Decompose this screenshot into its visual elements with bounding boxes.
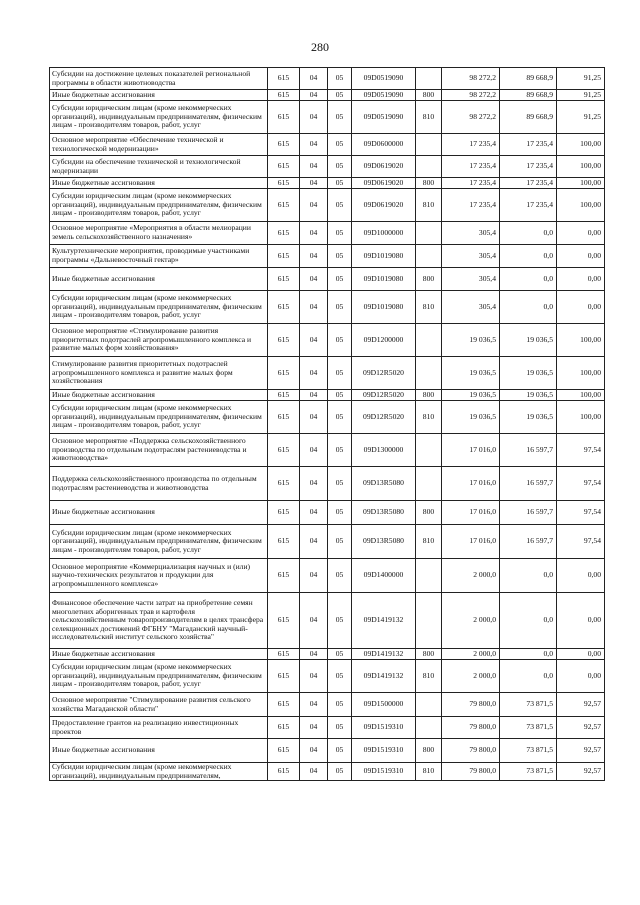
cell-ved: 615 — [268, 593, 300, 649]
cell-name: Поддержка сельскохозяйственного производства по отдельным подотраслям растениеводства и животноводства — [50, 467, 268, 501]
cell-name: Основное мероприятие «Мероприятия в области мелиорации земель сельскохозяйственного назначения» — [50, 222, 268, 245]
table-row — [50, 559, 605, 593]
cell-vr: 800 — [416, 90, 442, 101]
cell-ved: 615 — [268, 357, 300, 390]
cell-rz: 04 — [300, 467, 328, 501]
cell-fact: 16 597,7 — [500, 501, 557, 525]
cell-rz: 04 — [300, 434, 328, 467]
cell-name: Субсидии на достижение целевых показателей региональной программы в области животноводства — [50, 68, 268, 90]
cell-vr: 810 — [416, 291, 442, 324]
cell-vr — [416, 134, 442, 156]
cell-fact: 0,0 — [500, 268, 557, 291]
cell-plan: 17 016,0 — [442, 501, 500, 525]
cell-plan: 19 036,5 — [442, 357, 500, 390]
table-row — [50, 649, 605, 660]
cell-csr: 09D1000000 — [352, 222, 416, 245]
table-row — [50, 401, 605, 434]
cell-name: Субсидии юридическим лицам (кроме некоммерческих организаций), индивидуальным предпринимателям, физическим лицам - производителям товаров, работ, услуг — [50, 101, 268, 134]
cell-ved: 615 — [268, 525, 300, 559]
cell-pr: 05 — [328, 189, 352, 222]
cell-fact: 17 235,4 — [500, 134, 557, 156]
cell-csr: 09D1019080 — [352, 291, 416, 324]
cell-rz: 04 — [300, 739, 328, 763]
cell-plan: 17 235,4 — [442, 134, 500, 156]
cell-rz: 04 — [300, 134, 328, 156]
cell-pr: 05 — [328, 593, 352, 649]
cell-pct: 100,00 — [557, 189, 605, 222]
cell-pct: 0,00 — [557, 222, 605, 245]
table-row — [50, 525, 605, 559]
cell-pr: 05 — [328, 660, 352, 693]
cell-pr: 05 — [328, 467, 352, 501]
cell-vr — [416, 324, 442, 357]
cell-fact: 0,0 — [500, 222, 557, 245]
cell-vr: 800 — [416, 501, 442, 525]
cell-csr: 09D0619020 — [352, 178, 416, 189]
cell-ved: 615 — [268, 390, 300, 401]
table-row — [50, 693, 605, 717]
table-row — [50, 245, 605, 268]
cell-plan: 79 800,0 — [442, 763, 500, 781]
cell-ved: 615 — [268, 717, 300, 739]
cell-name: Основное мероприятие «Коммерциализация научных и (или) научно-технических результатов и продукции для агропромышленного комплекса» — [50, 559, 268, 593]
cell-pr: 05 — [328, 390, 352, 401]
cell-fact: 17 235,4 — [500, 156, 557, 178]
cell-csr: 09D1300000 — [352, 434, 416, 467]
cell-pr: 05 — [328, 763, 352, 781]
cell-rz: 04 — [300, 291, 328, 324]
cell-ved: 615 — [268, 693, 300, 717]
cell-pr: 05 — [328, 739, 352, 763]
cell-plan: 98 272,2 — [442, 101, 500, 134]
cell-name: Субсидии на обеспечение технической и технологической модернизации — [50, 156, 268, 178]
cell-ved: 615 — [268, 68, 300, 90]
cell-vr: 800 — [416, 649, 442, 660]
cell-vr — [416, 693, 442, 717]
cell-pct: 97,54 — [557, 434, 605, 467]
cell-pr: 05 — [328, 134, 352, 156]
cell-ved: 615 — [268, 649, 300, 660]
cell-pr: 05 — [328, 693, 352, 717]
cell-plan: 305,4 — [442, 245, 500, 268]
cell-name: Иные бюджетные ассигнования — [50, 178, 268, 189]
cell-csr: 09D1519310 — [352, 739, 416, 763]
cell-rz: 04 — [300, 717, 328, 739]
cell-fact: 19 036,5 — [500, 324, 557, 357]
cell-rz: 04 — [300, 156, 328, 178]
table-row — [50, 268, 605, 291]
cell-rz: 04 — [300, 268, 328, 291]
cell-pr: 05 — [328, 291, 352, 324]
cell-plan: 17 235,4 — [442, 178, 500, 189]
cell-name: Иные бюджетные ассигнования — [50, 90, 268, 101]
cell-vr — [416, 156, 442, 178]
cell-pct: 0,00 — [557, 660, 605, 693]
cell-plan: 98 272,2 — [442, 90, 500, 101]
cell-vr: 800 — [416, 178, 442, 189]
cell-name: Иные бюджетные ассигнования — [50, 268, 268, 291]
cell-ved: 615 — [268, 268, 300, 291]
cell-plan: 17 016,0 — [442, 434, 500, 467]
cell-vr: 800 — [416, 390, 442, 401]
cell-fact: 16 597,7 — [500, 525, 557, 559]
table-row — [50, 717, 605, 739]
cell-ved: 615 — [268, 467, 300, 501]
cell-name: Стимулирование развития приоритетных подотраслей агропромышленного комплекса и развитие малых форм хозяйствования — [50, 357, 268, 390]
cell-name: Иные бюджетные ассигнования — [50, 501, 268, 525]
cell-plan: 305,4 — [442, 291, 500, 324]
cell-name: Субсидии юридическим лицам (кроме некоммерческих организаций), индивидуальным предпринимателям, физическим лицам - производителям товаров, работ, услуг — [50, 525, 268, 559]
cell-vr — [416, 68, 442, 90]
cell-pct: 92,57 — [557, 693, 605, 717]
cell-pr: 05 — [328, 434, 352, 467]
cell-rz: 04 — [300, 559, 328, 593]
cell-pr: 05 — [328, 156, 352, 178]
table-row — [50, 593, 605, 649]
cell-ved: 615 — [268, 660, 300, 693]
cell-pr: 05 — [328, 222, 352, 245]
cell-fact: 73 871,5 — [500, 693, 557, 717]
cell-fact: 73 871,5 — [500, 717, 557, 739]
cell-name: Финансовое обеспечение части затрат на приобретение семян многолетних аборигенных трав и картофеля сельскохозяйственным товаропроизводителям в целях трансфера селекционных достижений ФГБНУ "Магаданский научный-исследовательский институт сельского хозяйства" — [50, 593, 268, 649]
cell-plan: 19 036,5 — [442, 390, 500, 401]
cell-pr: 05 — [328, 101, 352, 134]
cell-csr: 09D1419132 — [352, 660, 416, 693]
cell-rz: 04 — [300, 501, 328, 525]
cell-csr: 09D12R5020 — [352, 390, 416, 401]
cell-rz: 04 — [300, 525, 328, 559]
cell-fact: 0,0 — [500, 245, 557, 268]
cell-pct: 97,54 — [557, 501, 605, 525]
cell-vr: 810 — [416, 189, 442, 222]
cell-plan: 79 800,0 — [442, 739, 500, 763]
cell-ved: 615 — [268, 189, 300, 222]
table-row — [50, 68, 605, 90]
cell-pct: 0,00 — [557, 559, 605, 593]
cell-name: Субсидии юридическим лицам (кроме некоммерческих организаций), индивидуальным предпринимателям, физическим лицам - производителям товаров, работ, услуг — [50, 401, 268, 434]
cell-csr: 09D1419132 — [352, 593, 416, 649]
cell-plan: 2 000,0 — [442, 559, 500, 593]
cell-rz: 04 — [300, 90, 328, 101]
cell-csr: 09D1519310 — [352, 717, 416, 739]
cell-vr: 810 — [416, 101, 442, 134]
cell-name: Культуртехнические мероприятия, проводимые участниками программы «Дальневосточный гектар» — [50, 245, 268, 268]
cell-plan: 17 235,4 — [442, 189, 500, 222]
cell-pr: 05 — [328, 178, 352, 189]
cell-csr: 09D1019080 — [352, 268, 416, 291]
cell-rz: 04 — [300, 68, 328, 90]
cell-vr: 810 — [416, 660, 442, 693]
cell-name: Основное мероприятие "Стимулирование развития сельского хозяйства Магаданской области" — [50, 693, 268, 717]
cell-ved: 615 — [268, 101, 300, 134]
cell-csr: 09D12R5020 — [352, 357, 416, 390]
cell-csr: 09D1419132 — [352, 649, 416, 660]
cell-plan: 2 000,0 — [442, 649, 500, 660]
table-row — [50, 501, 605, 525]
cell-ved: 615 — [268, 739, 300, 763]
cell-pr: 05 — [328, 401, 352, 434]
cell-csr: 09D13R5080 — [352, 525, 416, 559]
cell-csr: 09D1519310 — [352, 763, 416, 781]
cell-pct: 100,00 — [557, 156, 605, 178]
cell-pr: 05 — [328, 90, 352, 101]
cell-name: Основное мероприятие «Поддержка сельскохозяйственного производства по отдельным подотраслям растениеводства и животноводства» — [50, 434, 268, 467]
cell-name: Субсидии юридическим лицам (кроме некоммерческих организаций), индивидуальным предпринимателям, физическим лицам - производителям товаров, работ, услуг — [50, 189, 268, 222]
cell-fact: 16 597,7 — [500, 467, 557, 501]
cell-name: Иные бюджетные ассигнования — [50, 649, 268, 660]
cell-pct: 100,00 — [557, 401, 605, 434]
cell-name: Субсидии юридическим лицам (кроме некоммерческих организаций), индивидуальным предпринимателям, — [50, 763, 268, 781]
table-row — [50, 222, 605, 245]
cell-name: Субсидии юридическим лицам (кроме некоммерческих организаций), индивидуальным предпринимателям, физическим лицам - производителям товаров, работ, услуг — [50, 660, 268, 693]
cell-ved: 615 — [268, 291, 300, 324]
cell-pct: 91,25 — [557, 90, 605, 101]
cell-fact: 16 597,7 — [500, 434, 557, 467]
cell-csr: 09D0519090 — [352, 101, 416, 134]
cell-pct: 0,00 — [557, 245, 605, 268]
cell-vr — [416, 245, 442, 268]
cell-pr: 05 — [328, 357, 352, 390]
cell-pr: 05 — [328, 324, 352, 357]
cell-csr: 09D0619020 — [352, 189, 416, 222]
cell-rz: 04 — [300, 245, 328, 268]
cell-csr: 09D1500000 — [352, 693, 416, 717]
cell-vr: 800 — [416, 739, 442, 763]
cell-fact: 89 668,9 — [500, 90, 557, 101]
cell-pct: 97,54 — [557, 525, 605, 559]
cell-csr: 09D1400000 — [352, 559, 416, 593]
cell-fact: 0,0 — [500, 593, 557, 649]
cell-pct: 92,57 — [557, 763, 605, 781]
table-row — [50, 189, 605, 222]
cell-vr — [416, 593, 442, 649]
cell-ved: 615 — [268, 156, 300, 178]
cell-pct: 0,00 — [557, 268, 605, 291]
cell-pr: 05 — [328, 501, 352, 525]
cell-fact: 89 668,9 — [500, 101, 557, 134]
cell-rz: 04 — [300, 101, 328, 134]
table-row — [50, 357, 605, 390]
cell-fact: 17 235,4 — [500, 189, 557, 222]
cell-fact: 89 668,9 — [500, 68, 557, 90]
cell-ved: 615 — [268, 134, 300, 156]
table-row — [50, 134, 605, 156]
cell-plan: 17 016,0 — [442, 525, 500, 559]
cell-pct: 97,54 — [557, 467, 605, 501]
cell-fact: 0,0 — [500, 649, 557, 660]
cell-pr: 05 — [328, 68, 352, 90]
cell-pct: 100,00 — [557, 134, 605, 156]
cell-name: Предоставление грантов на реализацию инвестиционных проектов — [50, 717, 268, 739]
cell-name: Иные бюджетные ассигнования — [50, 739, 268, 763]
page-number: 280 — [311, 40, 329, 54]
cell-pct: 91,25 — [557, 101, 605, 134]
cell-plan: 19 036,5 — [442, 324, 500, 357]
cell-name: Иные бюджетные ассигнования — [50, 390, 268, 401]
cell-plan: 98 272,2 — [442, 68, 500, 90]
cell-vr — [416, 357, 442, 390]
cell-plan: 19 036,5 — [442, 401, 500, 434]
cell-rz: 04 — [300, 222, 328, 245]
table-row — [50, 101, 605, 134]
cell-csr: 09D0619020 — [352, 156, 416, 178]
cell-csr: 09D0600000 — [352, 134, 416, 156]
cell-csr: 09D13R5080 — [352, 501, 416, 525]
cell-pct: 0,00 — [557, 649, 605, 660]
cell-fact: 0,0 — [500, 660, 557, 693]
cell-csr: 09D13R5080 — [352, 467, 416, 501]
cell-pct: 100,00 — [557, 357, 605, 390]
cell-rz: 04 — [300, 763, 328, 781]
table-row — [50, 763, 605, 781]
cell-plan: 79 800,0 — [442, 693, 500, 717]
cell-pr: 05 — [328, 525, 352, 559]
cell-fact: 0,0 — [500, 291, 557, 324]
cell-plan: 2 000,0 — [442, 593, 500, 649]
cell-vr — [416, 222, 442, 245]
cell-rz: 04 — [300, 660, 328, 693]
cell-rz: 04 — [300, 189, 328, 222]
cell-vr — [416, 467, 442, 501]
cell-fact: 73 871,5 — [500, 763, 557, 781]
table-row — [50, 178, 605, 189]
table-row — [50, 324, 605, 357]
cell-plan: 305,4 — [442, 268, 500, 291]
cell-rz: 04 — [300, 401, 328, 434]
cell-plan: 2 000,0 — [442, 660, 500, 693]
cell-ved: 615 — [268, 501, 300, 525]
cell-pct: 0,00 — [557, 593, 605, 649]
cell-vr — [416, 717, 442, 739]
cell-pct: 91,25 — [557, 68, 605, 90]
cell-rz: 04 — [300, 324, 328, 357]
cell-csr: 09D0519090 — [352, 68, 416, 90]
cell-pr: 05 — [328, 649, 352, 660]
cell-plan: 17 235,4 — [442, 156, 500, 178]
cell-rz: 04 — [300, 178, 328, 189]
cell-ved: 615 — [268, 178, 300, 189]
cell-fact: 73 871,5 — [500, 739, 557, 763]
table-row — [50, 434, 605, 467]
cell-ved: 615 — [268, 763, 300, 781]
table-row — [50, 156, 605, 178]
cell-vr — [416, 434, 442, 467]
cell-plan: 305,4 — [442, 222, 500, 245]
cell-ved: 615 — [268, 559, 300, 593]
cell-rz: 04 — [300, 390, 328, 401]
cell-fact: 19 036,5 — [500, 357, 557, 390]
cell-ved: 615 — [268, 90, 300, 101]
cell-pr: 05 — [328, 268, 352, 291]
cell-plan: 79 800,0 — [442, 717, 500, 739]
cell-ved: 615 — [268, 245, 300, 268]
cell-fact: 19 036,5 — [500, 401, 557, 434]
cell-pct: 100,00 — [557, 390, 605, 401]
table-row — [50, 739, 605, 763]
cell-vr: 810 — [416, 525, 442, 559]
table-row — [50, 291, 605, 324]
cell-vr: 810 — [416, 401, 442, 434]
cell-ved: 615 — [268, 434, 300, 467]
cell-ved: 615 — [268, 401, 300, 434]
cell-fact: 17 235,4 — [500, 178, 557, 189]
cell-csr: 09D1200000 — [352, 324, 416, 357]
cell-fact: 19 036,5 — [500, 390, 557, 401]
cell-vr: 810 — [416, 763, 442, 781]
cell-fact: 0,0 — [500, 559, 557, 593]
cell-rz: 04 — [300, 649, 328, 660]
cell-pct: 100,00 — [557, 178, 605, 189]
table-row — [50, 660, 605, 693]
cell-vr: 800 — [416, 268, 442, 291]
cell-pr: 05 — [328, 559, 352, 593]
cell-csr: 09D12R5020 — [352, 401, 416, 434]
cell-ved: 615 — [268, 222, 300, 245]
table-row — [50, 390, 605, 401]
cell-vr — [416, 559, 442, 593]
table-row — [50, 467, 605, 501]
cell-csr: 09D1019080 — [352, 245, 416, 268]
cell-rz: 04 — [300, 357, 328, 390]
cell-plan: 17 016,0 — [442, 467, 500, 501]
cell-rz: 04 — [300, 693, 328, 717]
budget-execution-table — [49, 67, 605, 781]
cell-csr: 09D0519090 — [352, 90, 416, 101]
cell-name: Субсидии юридическим лицам (кроме некоммерческих организаций), индивидуальным предпринимателям, физическим лицам - производителям товаров, работ, услуг — [50, 291, 268, 324]
cell-pr: 05 — [328, 717, 352, 739]
cell-pr: 05 — [328, 245, 352, 268]
cell-ved: 615 — [268, 324, 300, 357]
cell-name: Основное мероприятие «Стимулирование развития приоритетных подотраслей агропромышленного комплекса и развитие малых форм хозяйствования» — [50, 324, 268, 357]
cell-rz: 04 — [300, 593, 328, 649]
table-row — [50, 90, 605, 101]
cell-name: Основное мероприятие «Обеспечение технической и технологической модернизации» — [50, 134, 268, 156]
cell-pct: 92,57 — [557, 739, 605, 763]
cell-pct: 0,00 — [557, 291, 605, 324]
cell-pct: 92,57 — [557, 717, 605, 739]
cell-pct: 100,00 — [557, 324, 605, 357]
